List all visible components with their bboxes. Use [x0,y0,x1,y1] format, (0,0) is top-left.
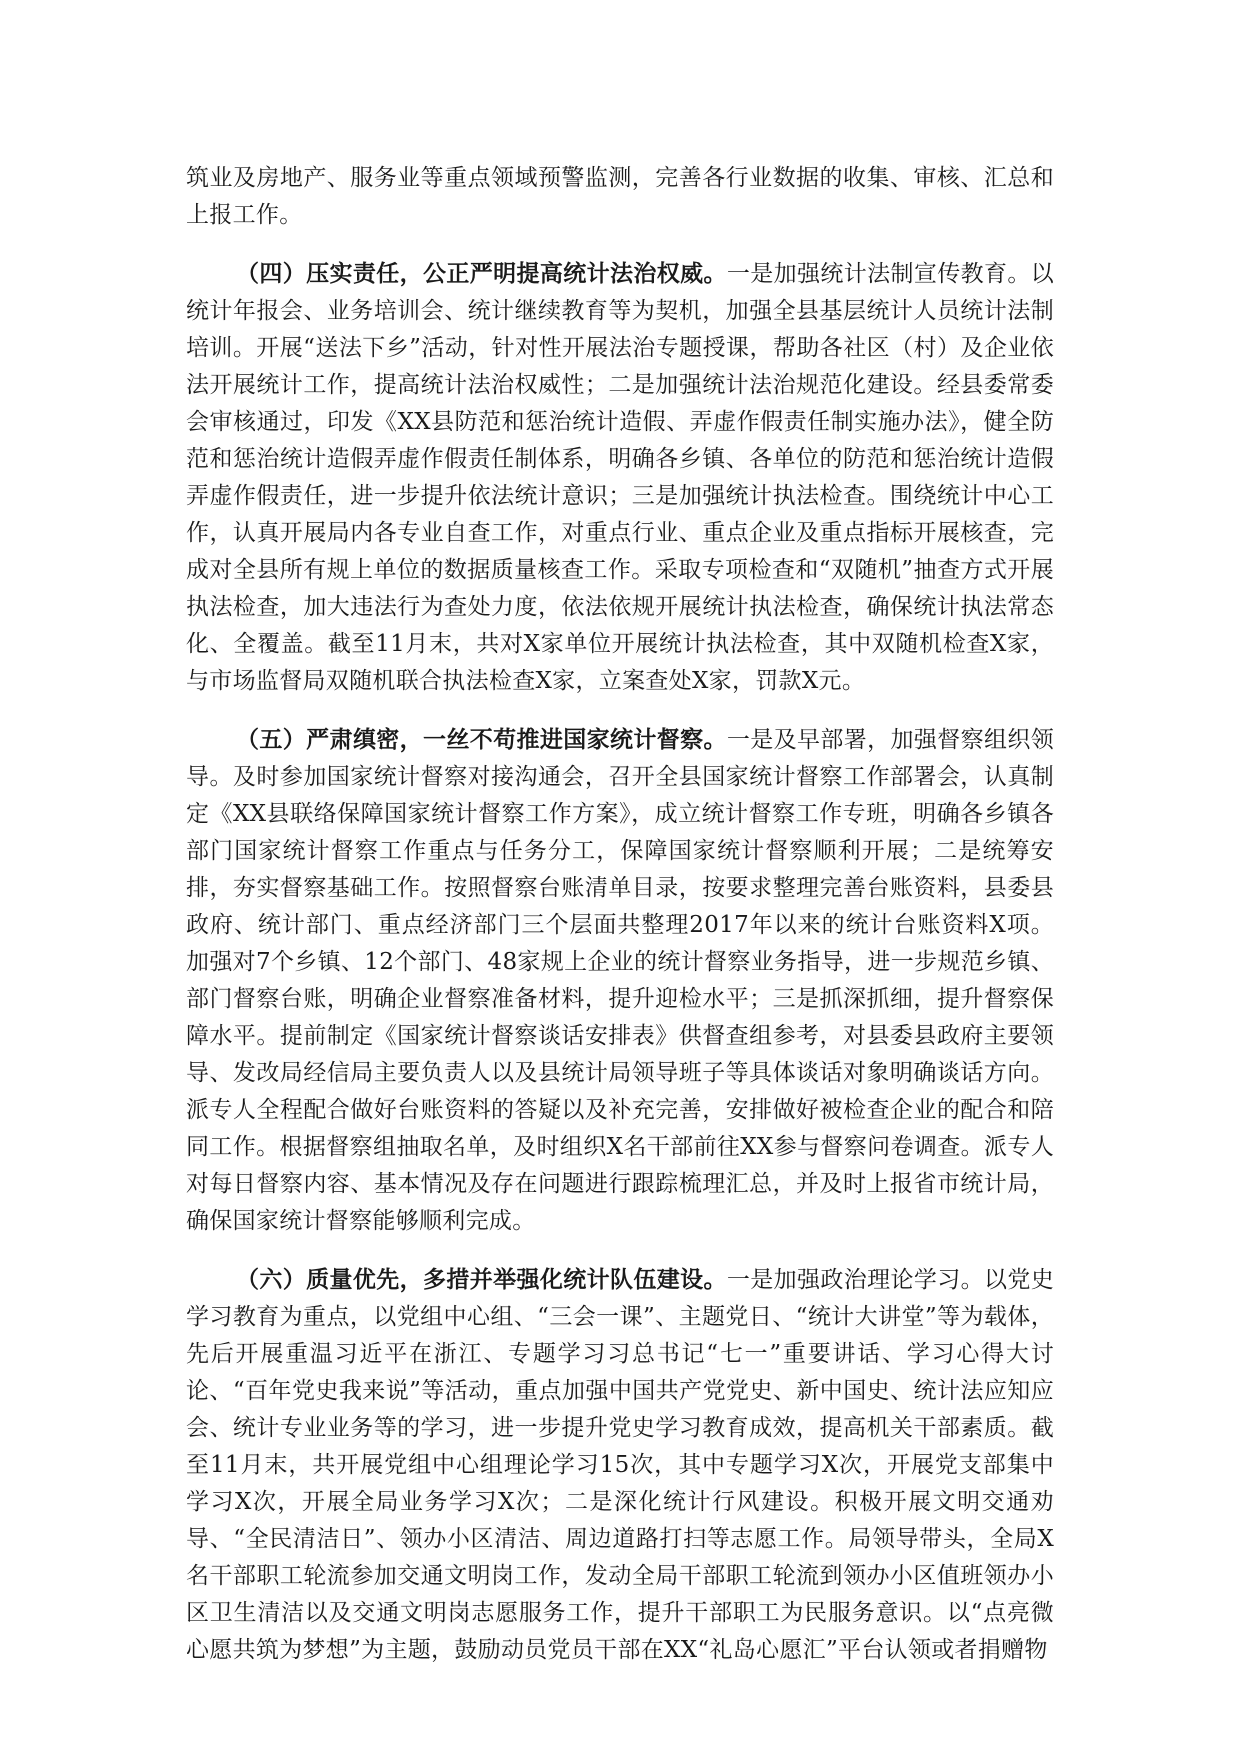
paragraph-body: 一是及早部署，加强督察组织领导。及时参加国家统计督察对接沟通会，召开全县国家统计督察工作部署会，认真制定《XX县联络保障国家统计督察工作方案》，成立统计督察工作专班，明确各乡镇各部门国家统计督察工作重点与任务分工，保障国家统计督察顺利开展；二是统筹安排，夯实督察基础工作。按照督察台账清单目录，按要求整理完善台账资料，县委县政府、统计部门、重点经济部门三个层面共整理2017年以来的统计台账资料X项。加强对7个乡镇、12个部门、48家规上企业的统计督察业务指导，进一步规范乡镇、部门督察台账，明确企业督察准备材料，提升迎检水平；三是抓深抓细，提升督察保障水平。提前制定《国家统计督察谈话安排表》供督查组参考，对县委县政府主要领导、发改局经信局主要负责人以及县统计局领导班子等具体谈话对象明确谈话方向。派专人全程配合做好台账资料的答疑以及补充完善，安排做好被检查企业的配合和陪同工作。根据督察组抽取名单，及时组织X名干部前往XX参与督察问卷调查。派专人对每日督察内容、基本情况及存在问题进行跟踪梳理汇总，并及时上报省市统计局，确保国家统计督察能够顺利完成。 [186,727,1054,1234]
document-page [186,160,1054,1690]
section-heading: （五）严肃缜密，一丝不苟推进国家统计督察。 [236,726,727,753]
paragraph-section-5 [186,721,1054,1240]
paragraph-body: 一是加强统计法制宣传教育。以统计年报会、业务培训会、统计继续教育等为契机，加强全县基层统计人员统计法制培训。开展“送法下乡”活动，针对性开展法治专题授课，帮助各社区（村）及企业依法开展统计工作，提高统计法治权威性；二是加强统计法治规范化建设。经县委常委会审核通过，印发《XX县防范和惩治统计造假、弄虚作假责任制实施办法》，健全防范和惩治统计造假弄虚作假责任制体系，明确各乡镇、各单位的防范和惩治统计造假弄虚作假责任，进一步提升依法统计意识；三是加强统计执法检查。围绕统计中心工作，认真开展局内各专业自查工作，对重点行业、重点企业及重点指标开展核查，完成对全县所有规上单位的数据质量核查工作。采取专项检查和“双随机”抽查方式开展执法检查，加大违法行为查处力度，依法依规开展统计执法检查，确保统计执法常态化、全覆盖。截至11月末，共对X家单位开展统计执法检查，其中双随机检查X家，与市场监督局双随机联合执法检查X家，立案查处X家，罚款X元。 [186,261,1054,694]
paragraph-section-6 [186,1261,1054,1669]
paragraph-body: 一是加强政治理论学习。以党史学习教育为重点，以党组中心组、“三会一课”、主题党日、“统计大讲堂”等为载体，先后开展重温习近平在浙江、专题学习习总书记“七一”重要讲话、学习心得大讨论、“百年党史我来说”等活动，重点加强中国共产党党史、新中国史、统计法应知应会、统计专业业务等的学习，进一步提升党史学习教育成效，提高机关干部素质。截至11月末，共开展党组中心组理论学习15次，其中专题学习X次，开展党支部集中学习X次，开展全局业务学习X次；二是深化统计行风建设。积极开展文明交通劝导、“全民清洁日”、领办小区清洁、周边道路打扫等志愿工作。局领导带头，全局X名干部职工轮流参加交通文明岗工作，发动全局干部职工轮流到领办小区值班领办小区卫生清洁以及交通文明岗志愿服务工作，提升干部职工为民服务意识。以“点亮微心愿共筑为梦想”为主题，鼓励动员党员干部在XX“礼岛心愿汇”平台认领或者捐赠物 [186,1267,1054,1663]
paragraph-continuation [186,160,1054,234]
paragraph-section-4 [186,255,1054,700]
paragraph-body: 筑业及房地产、服务业等重点领域预警监测，完善各行业数据的收集、审核、汇总和上报工作。 [186,165,1054,228]
section-heading: （四）压实责任，公正严明提高统计法治权威。 [236,260,727,287]
section-heading: （六）质量优先，多措并举强化统计队伍建设。 [236,1266,727,1293]
